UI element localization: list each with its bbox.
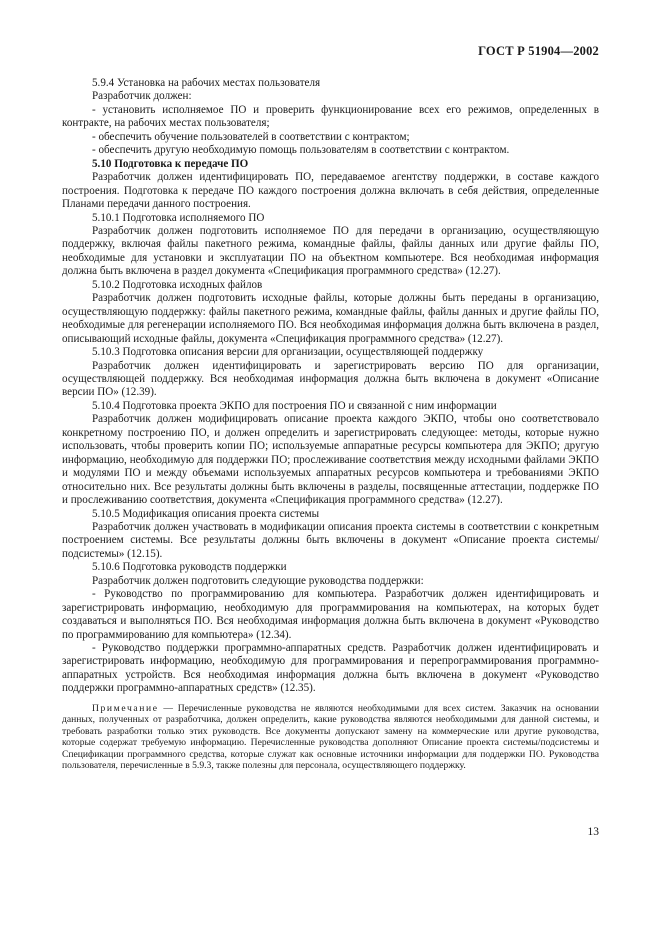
section-heading-5-10: 5.10 Подготовка к передаче ПО <box>92 157 249 170</box>
section-heading-5-10-2: 5.10.2 Подготовка исходных файлов <box>92 278 263 291</box>
paragraph: Разработчик должен участвовать в модификации описания проекта системы в соответствии с конкретным построением системы. Все результаты должны быть включены в документ «Описание проекта системы/подсистемы» (12.15). <box>62 520 599 560</box>
list-item: - Руководство по программированию для компьютера. Разработчик должен идентифицировать и зарегистрировать информацию, необходимую для программирования на компьютерах, на которых будет создаваться и выполняться ПО. Вся необходимая информация должна быть включена в документ «Руководство по программированию для компьютера» (12.34). <box>62 588 599 641</box>
paragraph: Разработчик должен идентифицировать и зарегистрировать версию ПО для организации, осуществляющей поддержку. Вся необходимая информация должна быть включена в документ «Описание версии ПО» (12.39). <box>62 359 599 399</box>
paragraph: Разработчик должен подготовить следующие руководства поддержки: <box>92 574 424 587</box>
list-item: - обеспечить обучение пользователей в соответствии с контрактом; <box>92 130 410 143</box>
note-text: — Перечисленные руководства не являются необходимыми для всех систем. Заказчик на основании данных, полученных от разработчика, должен определить, какие руководства являются необходимыми для данной системы, и требовать разработки только этих руководств. Все документы допускают замену на коммерческие или другие руководства, которые содержат требуемую информацию. Перечисленные руководства дополняют Описание проекта системы/подсистемы и Спецификации программного средства, которые служат как основные источники информации для поддержки ПО. Руководства пользователя, перечисленные в 5.9.3, также полезны для персонала, осуществляющего поддержку. <box>62 702 599 772</box>
section-heading-5-10-1: 5.10.1 Подготовка исполняемого ПО <box>92 211 265 224</box>
note-label: Примечание <box>92 702 159 714</box>
page-content <box>62 77 599 772</box>
paragraph: Разработчик должен модифицировать описание проекта каждого ЭКПО, чтобы оно соответствовало конкретному построению ПО, и должен определить и зарегистрировать следующее: методы, которые нужно использовать, чтобы проверить копии ПО; используемые аппаратные ресурсы компьютера для ЭКПО; другую информацию, необходимую для поддержки ПО; прослеживание соответствия между исходными файлами ЭКПО и модулями ПО и между объемами используемых аппаратных ресурсов компьютера и требованиями ЭКПО относительно них. Все результаты должны быть включены в разделы, посвященные аттестации, поддержке ПО и прослеживанию соответствия, документа «Спецификация программного средства» (12.27). <box>62 413 599 507</box>
paragraph: Разработчик должен подготовить исходные файлы, которые должны быть переданы в организацию, осуществляющую поддержку: файлы пакетного режима, командные файлы, файлы данных и другие файлы ПО, необходимые для регенерации исполняемого ПО. Вся необходимая информация должна быть включена в раздел, описывающий исходные файлы, документа «Спецификация программного средства» (12.27). <box>62 292 599 345</box>
list-item: - установить исполняемое ПО и проверить функционирование всех его режимов, определенных в контракте, на рабочих местах пользователя; <box>62 103 599 130</box>
page-number: 13 <box>587 826 599 838</box>
section-heading-5-10-4: 5.10.4 Подготовка проекта ЭКПО для построения ПО и связанной с ним информации <box>92 399 497 412</box>
paragraph: Разработчик должен: <box>92 90 192 103</box>
section-heading-5-10-3: 5.10.3 Подготовка описания версии для организации, осуществляющей поддержку <box>92 346 484 359</box>
document-id-header: ГОСТ Р 51904—2002 <box>478 44 599 58</box>
section-heading-5-10-5: 5.10.5 Модификация описания проекта системы <box>92 507 320 520</box>
section-heading-5-9-4: 5.9.4 Установка на рабочих местах пользователя <box>92 77 321 89</box>
paragraph: Разработчик должен идентифицировать ПО, передаваемое агентству поддержки, в составе каждого построения. Подготовка к передаче ПО каждого построения должна включать в себя действия, определенные Планами передачи данного построения. <box>62 171 599 211</box>
note <box>62 703 599 772</box>
list-item: - обеспечить другую необходимую помощь пользователям в соответствии с контрактом. <box>92 144 510 157</box>
list-item: - Руководство поддержки программно-аппаратных средств. Разработчик должен идентифицировать и зарегистрировать информацию, необходимую для программирования и перепрограммирования программно-аппаратных устройств. Вся необходимая информация должна быть включена в документ «Руководство поддержки программно-аппаратных средств» (12.35). <box>62 642 599 695</box>
section-heading-5-10-6: 5.10.6 Подготовка руководств поддержки <box>92 561 287 574</box>
paragraph: Разработчик должен подготовить исполняемое ПО для передачи в организацию, осуществляющую поддержку, включая файлы пакетного режима, командные файлы, файлы данных или другие файлы ПО, необходимые для установки и эксплуатации ПО на объектном компьютере. Вся необходимая информация должна быть включена в раздел документа «Спецификация программного средства» (12.27). <box>62 224 599 278</box>
